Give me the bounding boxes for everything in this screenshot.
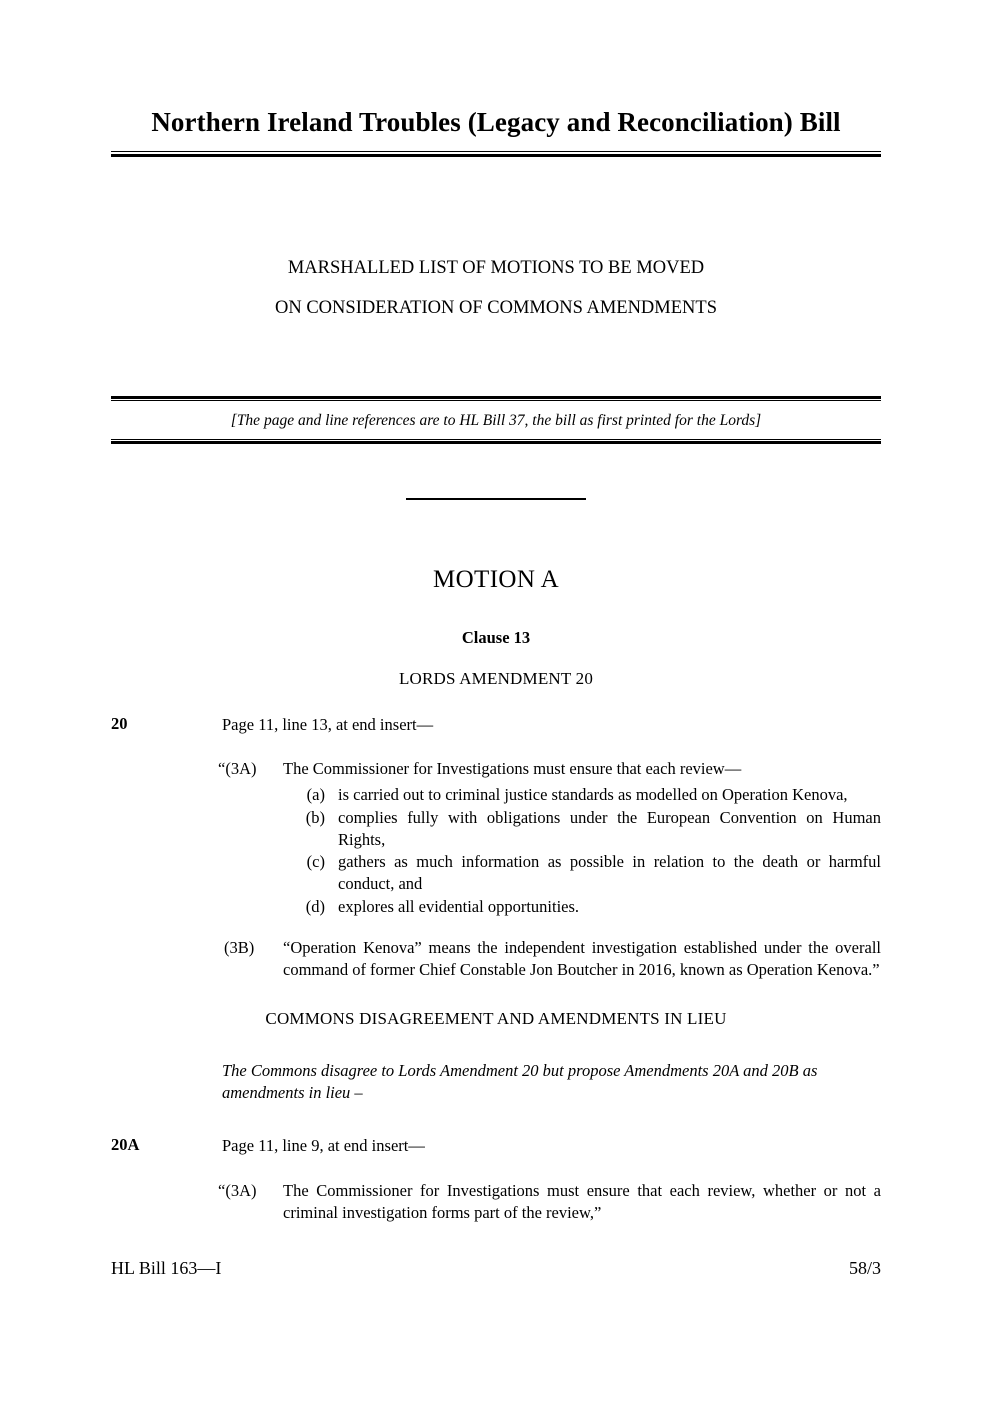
amendment-20a-number: 20A <box>111 1134 140 1154</box>
paragraph-20a-3a-text: The Commissioner for Investigations must ensure that each review, whether or not a criminal investigation forms part of the review,” <box>283 1181 881 1222</box>
sub-item-d-label: (d) <box>305 896 325 916</box>
paragraph-20a-3a-label: “(3A) <box>218 1181 257 1201</box>
subtitle-line-2: ON CONSIDERATION OF COMMONS AMENDMENTS <box>275 298 717 319</box>
footer-bill-reference: HL Bill 163—I <box>111 1258 222 1278</box>
commons-statement: The Commons disagree to Lords Amendment 20 but propose Amendments 20A and 20B as amendments in lieu – <box>222 1060 818 1102</box>
sub-item-a-label: (a) <box>306 785 325 805</box>
paragraph-3a-text: The Commissioner for Investigations must ensure that each review— <box>283 759 742 779</box>
note-lower-double-rule <box>111 439 881 444</box>
page-title: Northern Ireland Troubles (Legacy and Reconciliation) Bill <box>151 107 841 137</box>
amendment-20a-row <box>111 1135 881 1157</box>
motion-heading: MOTION A <box>432 565 560 593</box>
section-divider <box>111 490 881 508</box>
reference-note: [The page and line references are to HL Bill 37, the bill as first printed for the Lords] <box>230 411 762 429</box>
paragraph-3b-label: (3B) <box>224 937 255 957</box>
amendment-20-row <box>111 714 881 736</box>
sub-item-a-text: is carried out to criminal justice standards as modelled on Operation Kenova, <box>338 785 848 805</box>
footer-page-reference: 58/3 <box>848 1258 881 1278</box>
amendment-20-lead-in: Page 11, line 13, at end insert— <box>222 714 434 734</box>
sub-item-b <box>283 807 881 851</box>
paragraph-3a <box>218 758 881 780</box>
title-double-rule <box>111 151 881 157</box>
page-footer <box>111 1258 881 1279</box>
paragraph-3b-text: “Operation Kenova” means the independent investigation established under the overall command of former Chief Constable Jon Boutcher in 2016, known as Operation Kenova.” <box>283 937 881 979</box>
amendment-20a-lead-in: Page 11, line 9, at end insert— <box>222 1135 425 1155</box>
sub-item-a <box>283 784 881 806</box>
sub-item-c <box>283 851 881 895</box>
paragraph-3a-label: “(3A) <box>218 759 257 779</box>
sub-paragraph-list <box>111 784 881 918</box>
paragraph-20a-3a <box>218 1180 881 1224</box>
amendment-20-number: 20 <box>111 713 128 733</box>
short-rule-line <box>406 498 586 500</box>
clause-heading: Clause 13 <box>461 627 531 647</box>
sub-item-b-text: complies fully with obligations under the European Convention on Human Rights, <box>338 807 881 849</box>
sub-item-c-label: (c) <box>306 852 325 872</box>
sub-item-d-text: explores all evidential opportunities. <box>338 896 580 916</box>
subtitle-block <box>111 249 881 329</box>
subtitle-line-1: MARSHALLED LIST OF MOTIONS TO BE MOVED <box>287 258 705 279</box>
sub-item-d <box>283 896 881 918</box>
page-content <box>111 0 881 1403</box>
commons-disagreement-heading: COMMONS DISAGREEMENT AND AMENDMENTS IN LIEU <box>265 1008 727 1028</box>
lords-amendment-heading: LORDS AMENDMENT 20 <box>398 668 594 688</box>
reference-note-frame <box>111 396 881 444</box>
sub-item-c-text: gathers as much information as possible in relation to the death or harmful conduct, and <box>338 852 881 894</box>
paragraph-3b <box>218 937 881 981</box>
sub-item-b-label: (b) <box>305 807 325 827</box>
